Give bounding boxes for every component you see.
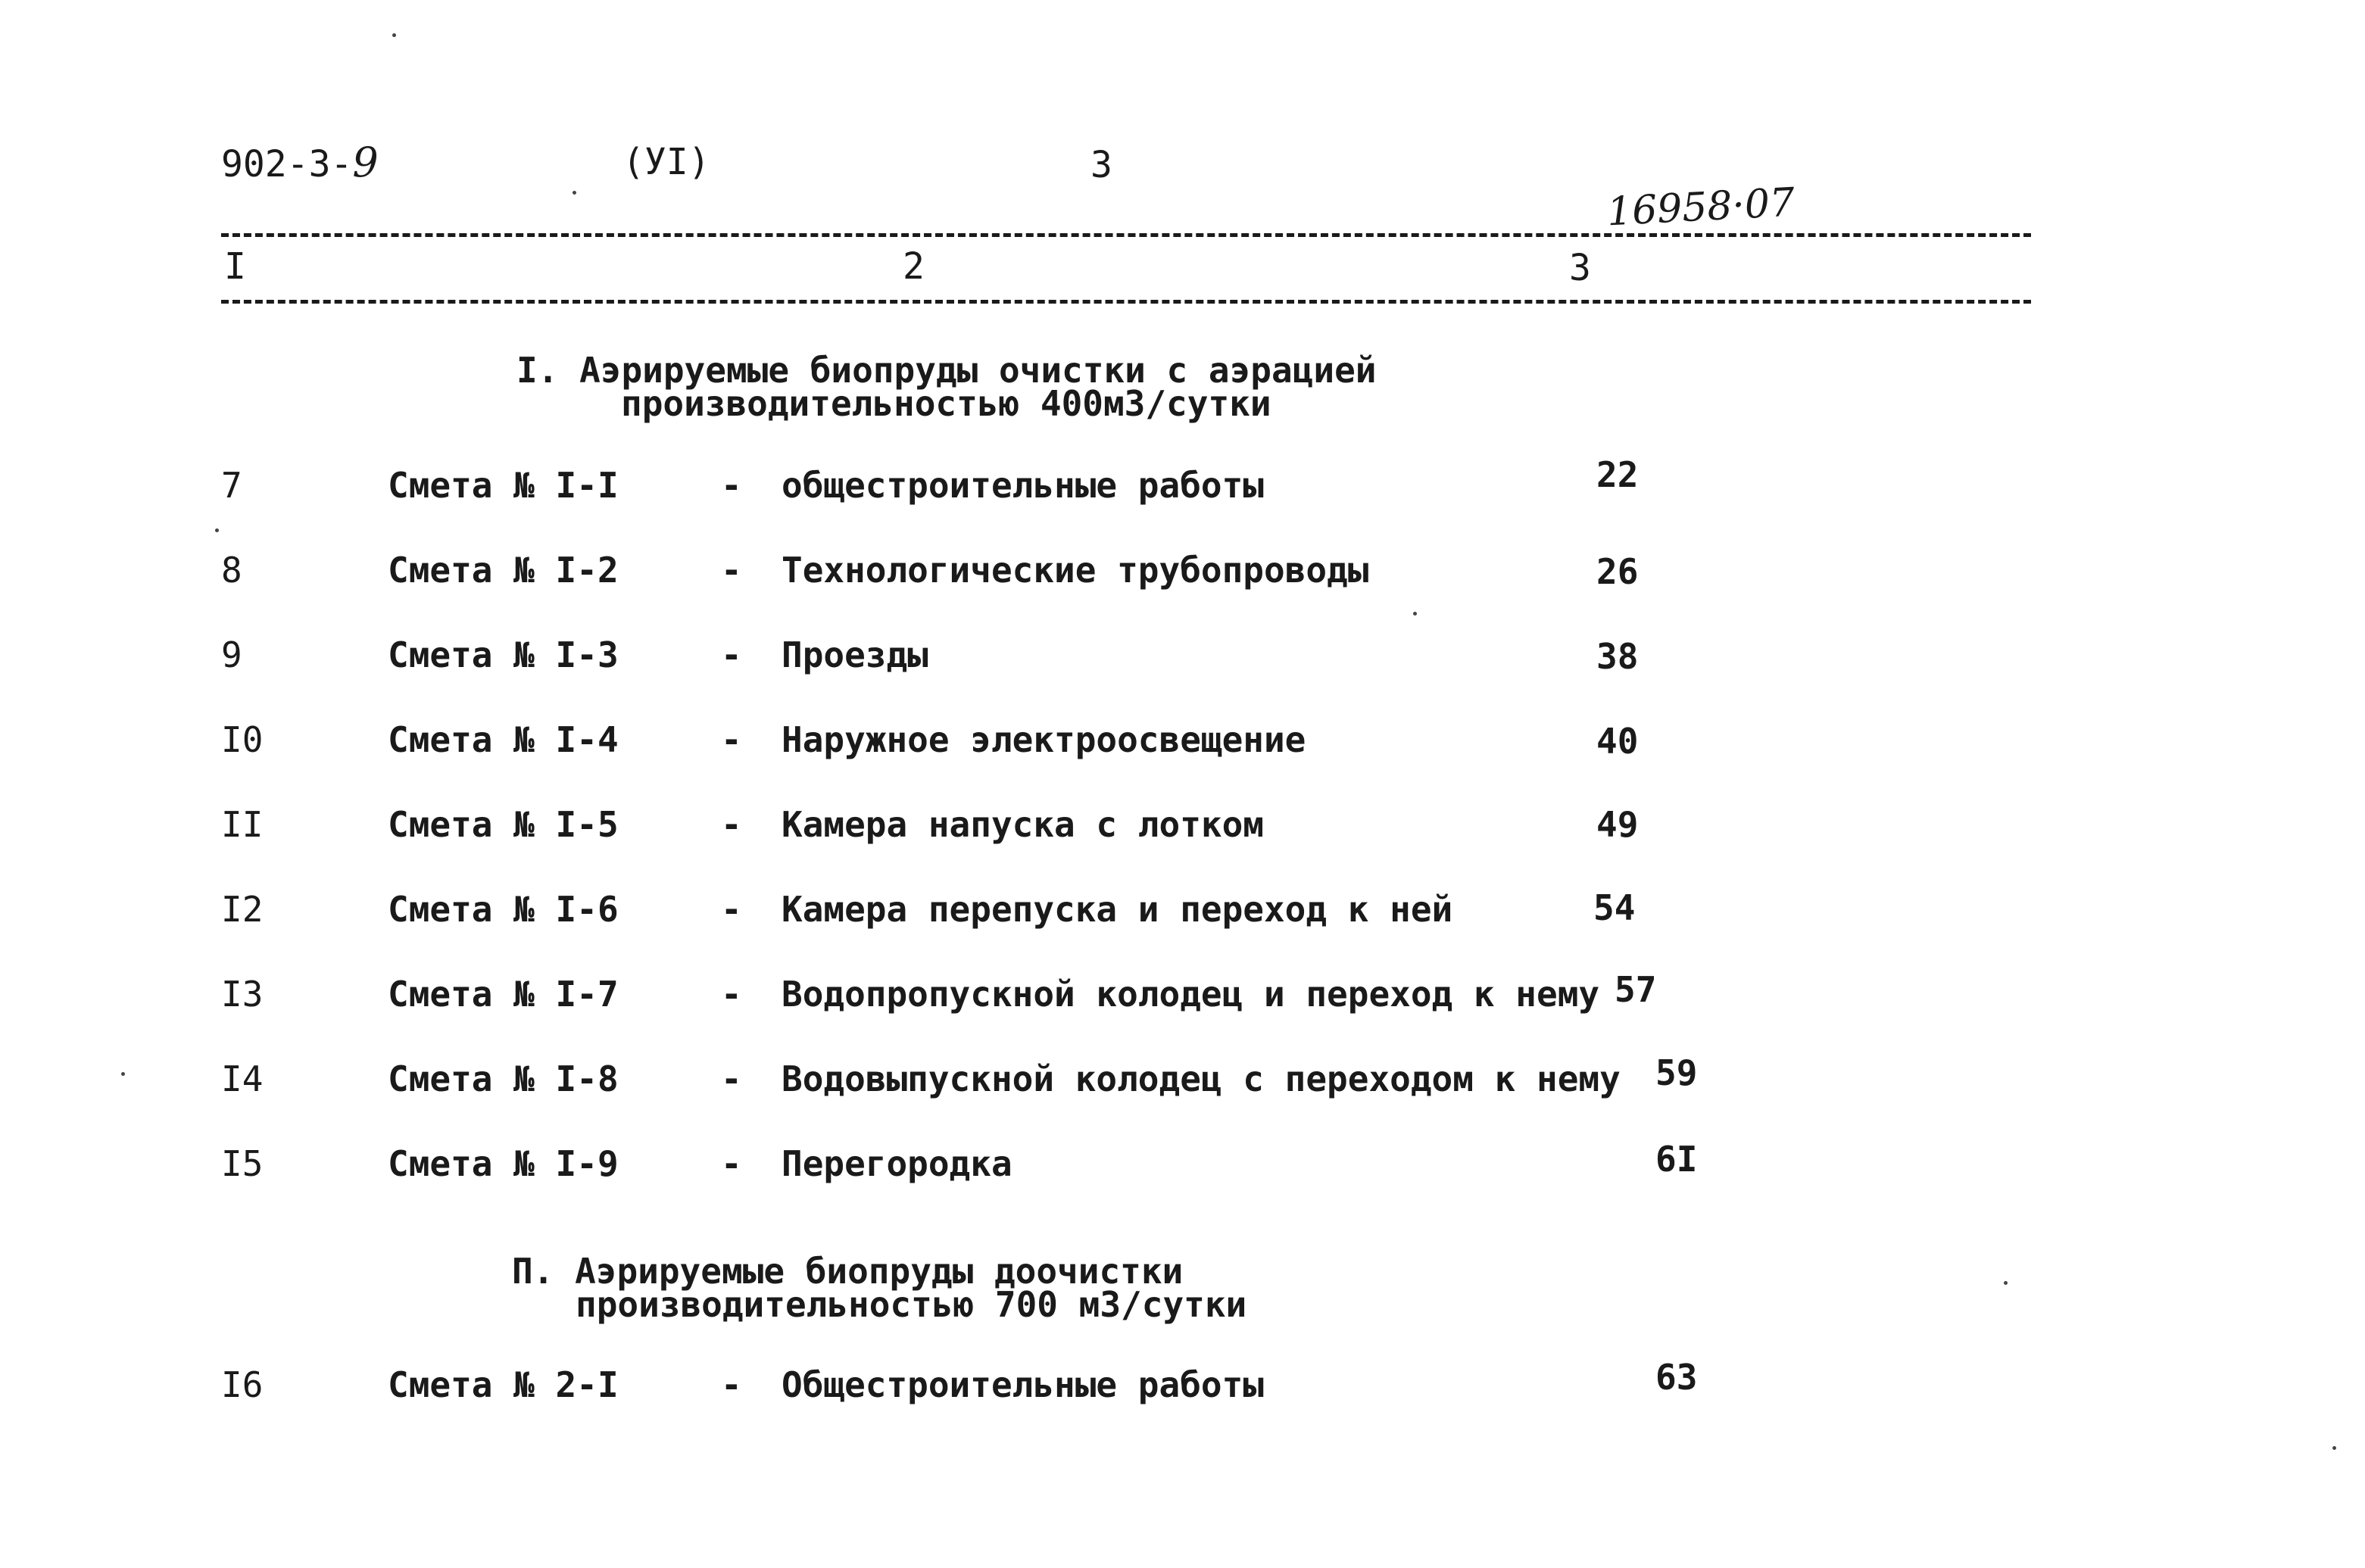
row-number: 8 xyxy=(221,550,242,591)
scan-speck xyxy=(1413,612,1417,616)
scan-speck xyxy=(215,528,219,532)
column-header-2: 2 xyxy=(903,245,925,288)
page-ref: 40 xyxy=(1596,721,1639,762)
page-number: 3 xyxy=(1090,144,1112,186)
section-2-title-line1: П. Аэрируемые биопруды доочистки xyxy=(512,1251,1184,1292)
estimate-description: Камера напуска с лотком xyxy=(782,804,1264,845)
estimate-description: Камера перепуска и переход к ней xyxy=(782,889,1453,930)
row-number: II xyxy=(221,804,264,845)
estimate-description: Водопропускной колодец и переход к нему xyxy=(782,974,1600,1015)
estimate-description: Водовыпускной колодец с переходом к нему xyxy=(782,1058,1621,1099)
row-dash: - xyxy=(721,465,742,506)
section-2-title-line2: производительностью 700 м3/сутки xyxy=(576,1284,1247,1325)
page-ref: 49 xyxy=(1596,804,1639,845)
row-number: 7 xyxy=(221,465,242,506)
row-dash: - xyxy=(721,889,742,930)
page-ref: 59 xyxy=(1655,1052,1698,1093)
column-header-3: 3 xyxy=(1569,247,1591,289)
page-ref: 6I xyxy=(1655,1139,1698,1180)
estimate-id: Смета № I-4 xyxy=(388,719,619,760)
estimate-description: Технологические трубопроводы xyxy=(782,550,1369,591)
estimate-id: Смета № 2-I xyxy=(388,1364,619,1405)
doc-code xyxy=(221,139,379,186)
row-number: I2 xyxy=(221,889,264,930)
row-dash: - xyxy=(721,550,742,591)
estimate-id: Смета № I-7 xyxy=(388,974,619,1015)
estimate-id: Смета № I-8 xyxy=(388,1058,619,1099)
estimate-id: Смета № I-9 xyxy=(388,1143,619,1184)
row-number: I0 xyxy=(221,719,264,760)
row-dash: - xyxy=(721,634,742,675)
table-row xyxy=(0,634,2365,683)
row-dash: - xyxy=(721,1143,742,1184)
estimate-description: Перегородка xyxy=(782,1143,1012,1184)
table-row xyxy=(0,887,2365,937)
page-ref: 22 xyxy=(1596,454,1639,495)
table-row xyxy=(0,454,2365,513)
table-row xyxy=(0,804,2365,853)
column-header-top-rule xyxy=(221,233,2031,237)
section-1-title-line1: I. Аэрируемые биопруды очистки с аэрацией xyxy=(516,350,1377,391)
table-row xyxy=(0,969,2365,1022)
estimate-description: Наружное электроосвещение xyxy=(782,719,1306,760)
table-row xyxy=(0,1052,2365,1107)
table-row xyxy=(0,550,2365,598)
doc-code-handwritten: 9 xyxy=(352,139,379,186)
page-ref: 26 xyxy=(1596,551,1639,592)
estimate-id: Смета № I-I xyxy=(388,465,619,506)
page-ref: 38 xyxy=(1596,636,1639,677)
scan-speck xyxy=(392,33,396,37)
row-number: I6 xyxy=(221,1364,264,1405)
estimate-id: Смета № I-6 xyxy=(388,889,619,930)
row-dash: - xyxy=(721,1364,742,1405)
row-dash: - xyxy=(721,804,742,845)
estimate-id: Смета № I-3 xyxy=(388,634,619,675)
row-number: I4 xyxy=(221,1058,264,1099)
page-ref: 63 xyxy=(1655,1357,1698,1398)
table-row xyxy=(0,1357,2365,1413)
row-dash: - xyxy=(721,1058,742,1099)
scan-speck xyxy=(573,191,576,195)
column-header-1: I xyxy=(224,245,246,288)
estimate-description: Общестроительные работы xyxy=(782,1364,1264,1405)
table-row xyxy=(0,1139,2365,1192)
scan-speck xyxy=(2004,1281,2008,1285)
estimate-id: Смета № I-5 xyxy=(388,804,619,845)
handwritten-reference: 16958·07 xyxy=(1605,179,1796,235)
row-number: 9 xyxy=(221,634,242,675)
scan-speck xyxy=(2332,1446,2336,1450)
table-row xyxy=(0,719,2365,768)
volume-label: (УI) xyxy=(622,141,710,183)
page-ref: 57 xyxy=(1615,969,1657,1010)
section-1-title-line2: производительностью 400м3/сутки xyxy=(621,383,1271,424)
row-number: I5 xyxy=(221,1143,264,1184)
doc-code-prefix: 902-3- xyxy=(221,143,353,185)
estimate-id: Смета № I-2 xyxy=(388,550,619,591)
row-dash: - xyxy=(721,974,742,1015)
row-number: I3 xyxy=(221,974,264,1015)
estimate-description: общестроительные работы xyxy=(782,465,1264,506)
row-dash: - xyxy=(721,719,742,760)
scan-speck xyxy=(121,1072,125,1076)
column-header-bottom-rule xyxy=(221,300,2031,304)
estimate-description: Проезды xyxy=(782,634,928,675)
page-ref: 54 xyxy=(1593,887,1636,928)
